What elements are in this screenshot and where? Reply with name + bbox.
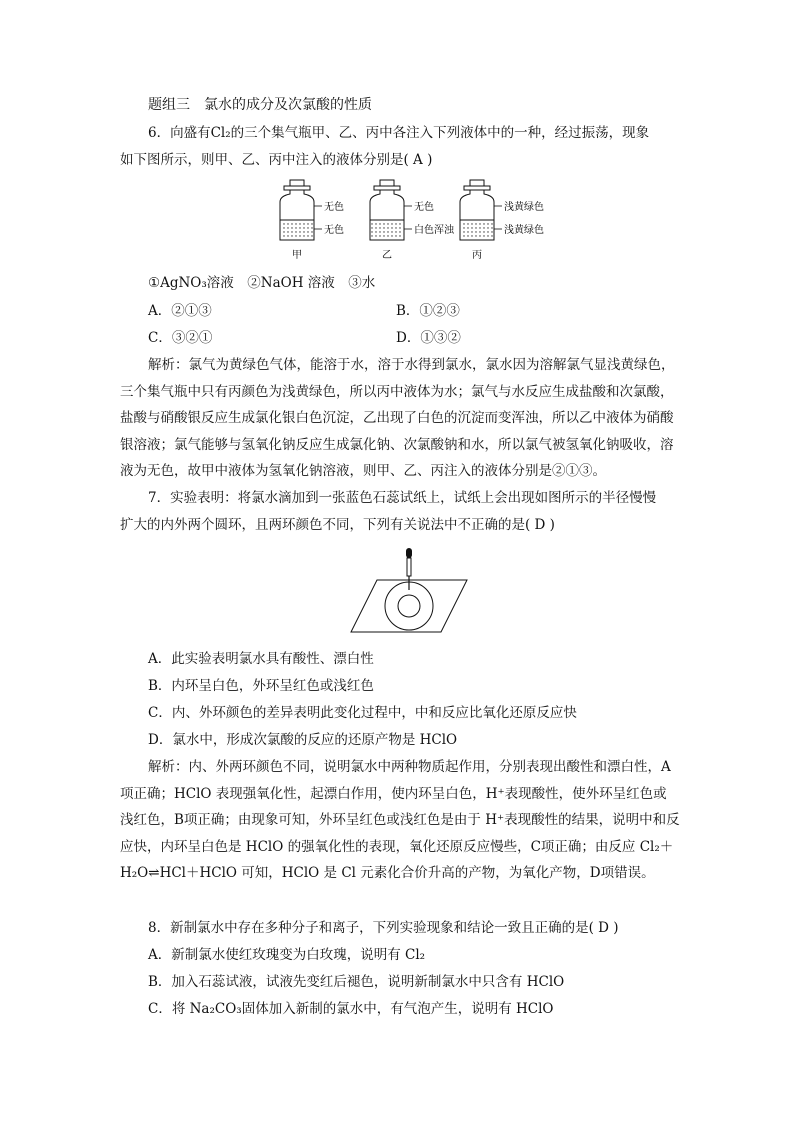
q6-option-c: C．③②①: [148, 330, 213, 346]
flask3-upper-label: 浅黄绿色: [504, 202, 544, 213]
q7-option-a: A．此实验表明氯水具有酸性、漂白性: [148, 651, 374, 667]
q7-option-d: D．氯水中，形成次氯酸的反应的还原产物是 HClO: [148, 732, 458, 748]
flask2-name: 乙: [382, 250, 392, 261]
q8-stem: 8．新制氯水中存在多种分子和离子，下列实验现象和结论一致且正确的是( D ): [148, 920, 619, 936]
flask-bing: [460, 180, 544, 261]
flask1-upper-label: 无色: [324, 202, 344, 213]
q8-option-b: B．加入石蕊试液，试液先变红后褪色，说明新制氯水中只含有 HClO: [148, 974, 565, 990]
q6-explanation: 解析：氯气为黄绿色气体，能溶于水，溶于水得到氯水，氯水因为溶解氯气显浅黄绿色，三个集气瓶中只有丙颜色为浅黄绿色，所以丙中液体为水；氯气与水反应生成盐酸和次氯酸，盐酸与硝酸银反应生成氯化银白色沉淀，乙出现了白色的沉淀而变浑浊，所以乙中液体为硝酸银溶液；氯气能够与氢氧化钠反应生成氯化钠、次氯酸钠和水，所以氯气被氢氧化钠吸收，溶液为无色，故甲中液体为氢氧化钠溶液，则甲、乙、丙注入的液体分别是②①③。: [120, 357, 675, 479]
section-title: 题组三 氯水的成分及次氯酸的性质: [148, 97, 372, 113]
flask1-name: 甲: [292, 250, 302, 261]
q6-flasks-figure: [270, 178, 560, 262]
q7-option-b: B．内环呈白色，外环呈红色或浅红色: [148, 678, 374, 694]
flask3-name: 丙: [472, 250, 482, 261]
q8-option-c: C．将 Na₂CO₃固体加入新制的氯水中，有气泡产生，说明有 HClO: [148, 1001, 554, 1017]
flask1-lower-label: 无色: [324, 225, 344, 236]
q6-stem-line2: 如下图所示，则甲、乙、丙中注入的液体分别是( A ): [120, 152, 433, 168]
q7-stem-line1: 7．实验表明：将氯水滴加到一张蓝色石蕊试纸上，试纸上会出现如图所示的半径慢慢: [148, 490, 657, 506]
q7-explanation: 解析：内、外两环颜色不同，说明氯水中两种物质起作用，分别表现出酸性和漂白性，A项正确；HClO 表现强氧化性，起漂白作用，使内环呈白色，H⁺表现酸性，使外环呈红色或浅红色，B项正确；由现象可知，外环呈红色或浅红色是由于 H⁺表现酸性的结果，说明中和反应快，内环呈白色是 HClO 的强氧化性的表现，氧化还原反应慢些，C项正确；由反应 Cl₂＋H₂O⇌HCl＋HClO 可知，HClO 是 Cl 元素化合价升高的产物，为氧化产物，D项错误。: [120, 759, 680, 881]
q6-stem-line1: 6．向盛有Cl₂的三个集气瓶甲、乙、丙中各注入下列液体中的一种，经过振荡，现象: [148, 125, 650, 141]
flask2-lower-label: 白色浑浊: [414, 225, 454, 236]
flask3-lower-label: 浅黄绿色: [504, 225, 544, 236]
flask2-upper-label: 无色: [414, 202, 434, 213]
flask-yi: [370, 180, 455, 261]
q7-stem-line2: 扩大的内外两个圆环，且两环颜色不同，下列有关说法中不正确的是( D ): [120, 517, 555, 533]
q7-test-paper-figure: [345, 546, 475, 636]
q6-option-a: A．②①③: [148, 303, 212, 319]
q6-liquids: ①AgNO₃溶液 ②NaOH 溶液 ③水: [148, 275, 376, 291]
flask-jia: [280, 180, 344, 261]
q8-option-a: A．新制氯水使红玫瑰变为白玫瑰，说明有 Cl₂: [148, 947, 426, 963]
q6-option-b: B．①②③: [396, 303, 460, 319]
q6-option-d: D．①③②: [396, 330, 461, 346]
q7-option-c: C．内、外环颜色的差异表明此变化过程中，中和反应比氧化还原反应快: [148, 705, 577, 721]
